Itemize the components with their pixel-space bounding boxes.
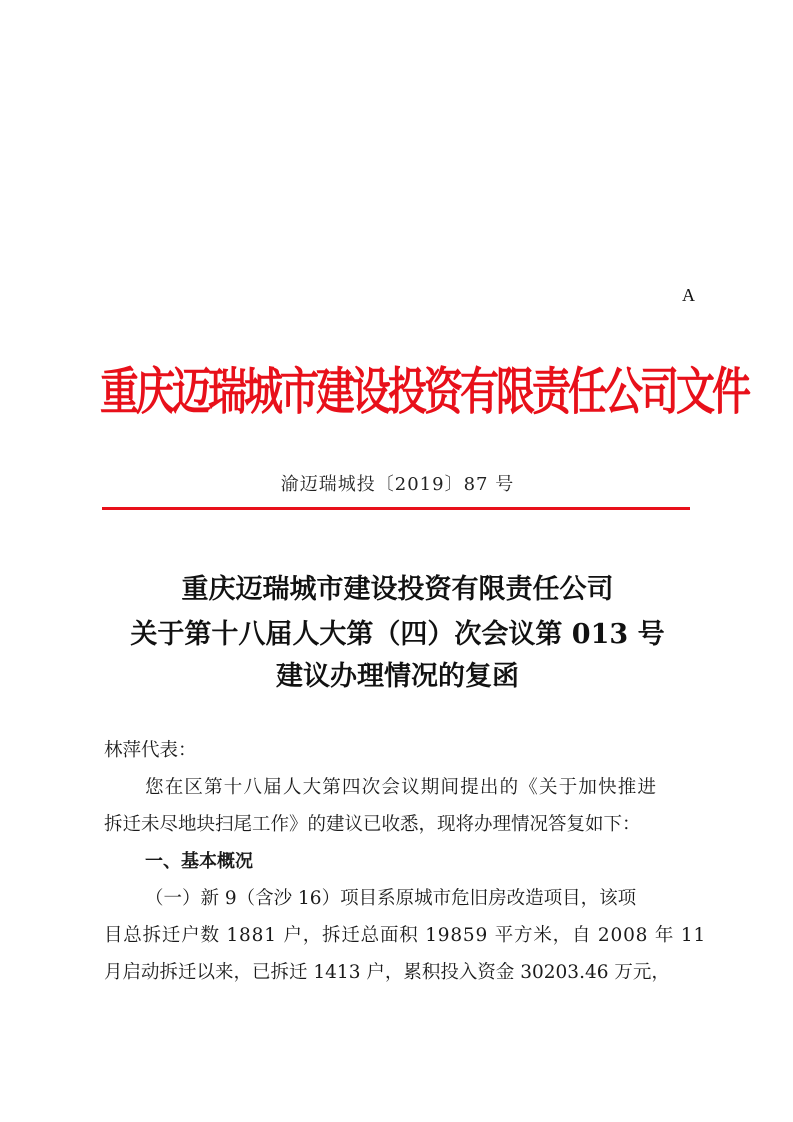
paragraph-line: 您在区第十八届人大第四次会议期间提出的《关于加快推进	[145, 777, 658, 798]
red-masthead: 重庆迈瑞城市建设投资有限责任公司文件	[100, 363, 749, 423]
document-title-line-2: 关于第十八届人大第（四）次会议第 013 号	[130, 619, 665, 650]
paragraph-line: 月启动拆迁以来，已拆迁 1413 户，累积投入资金 30203.46 万元，	[104, 962, 670, 983]
paragraph-line: （一）新 9（含沙 16）项目系原城市危旧房改造项目，该项	[145, 888, 637, 909]
paragraph-line: 目总拆迁户数 1881 户，拆迁总面积 19859 平方米，自 2008 年 11	[104, 925, 707, 946]
paragraph-line: 拆迁未尽地块扫尾工作》的建议已收悉，现将办理情况答复如下：	[104, 814, 641, 835]
section-heading: 一、基本概况	[145, 851, 253, 872]
document-title-line-3: 建议办理情况的复函	[276, 661, 519, 692]
document-grade-mark: A	[682, 285, 695, 305]
document-number: 渝迈瑞城投〔2019〕87 号	[280, 474, 515, 495]
salutation: 林萍代表：	[104, 740, 197, 761]
document-title-line-1: 重庆迈瑞城市建设投资有限责任公司	[181, 574, 614, 605]
red-separator-line	[102, 507, 690, 510]
